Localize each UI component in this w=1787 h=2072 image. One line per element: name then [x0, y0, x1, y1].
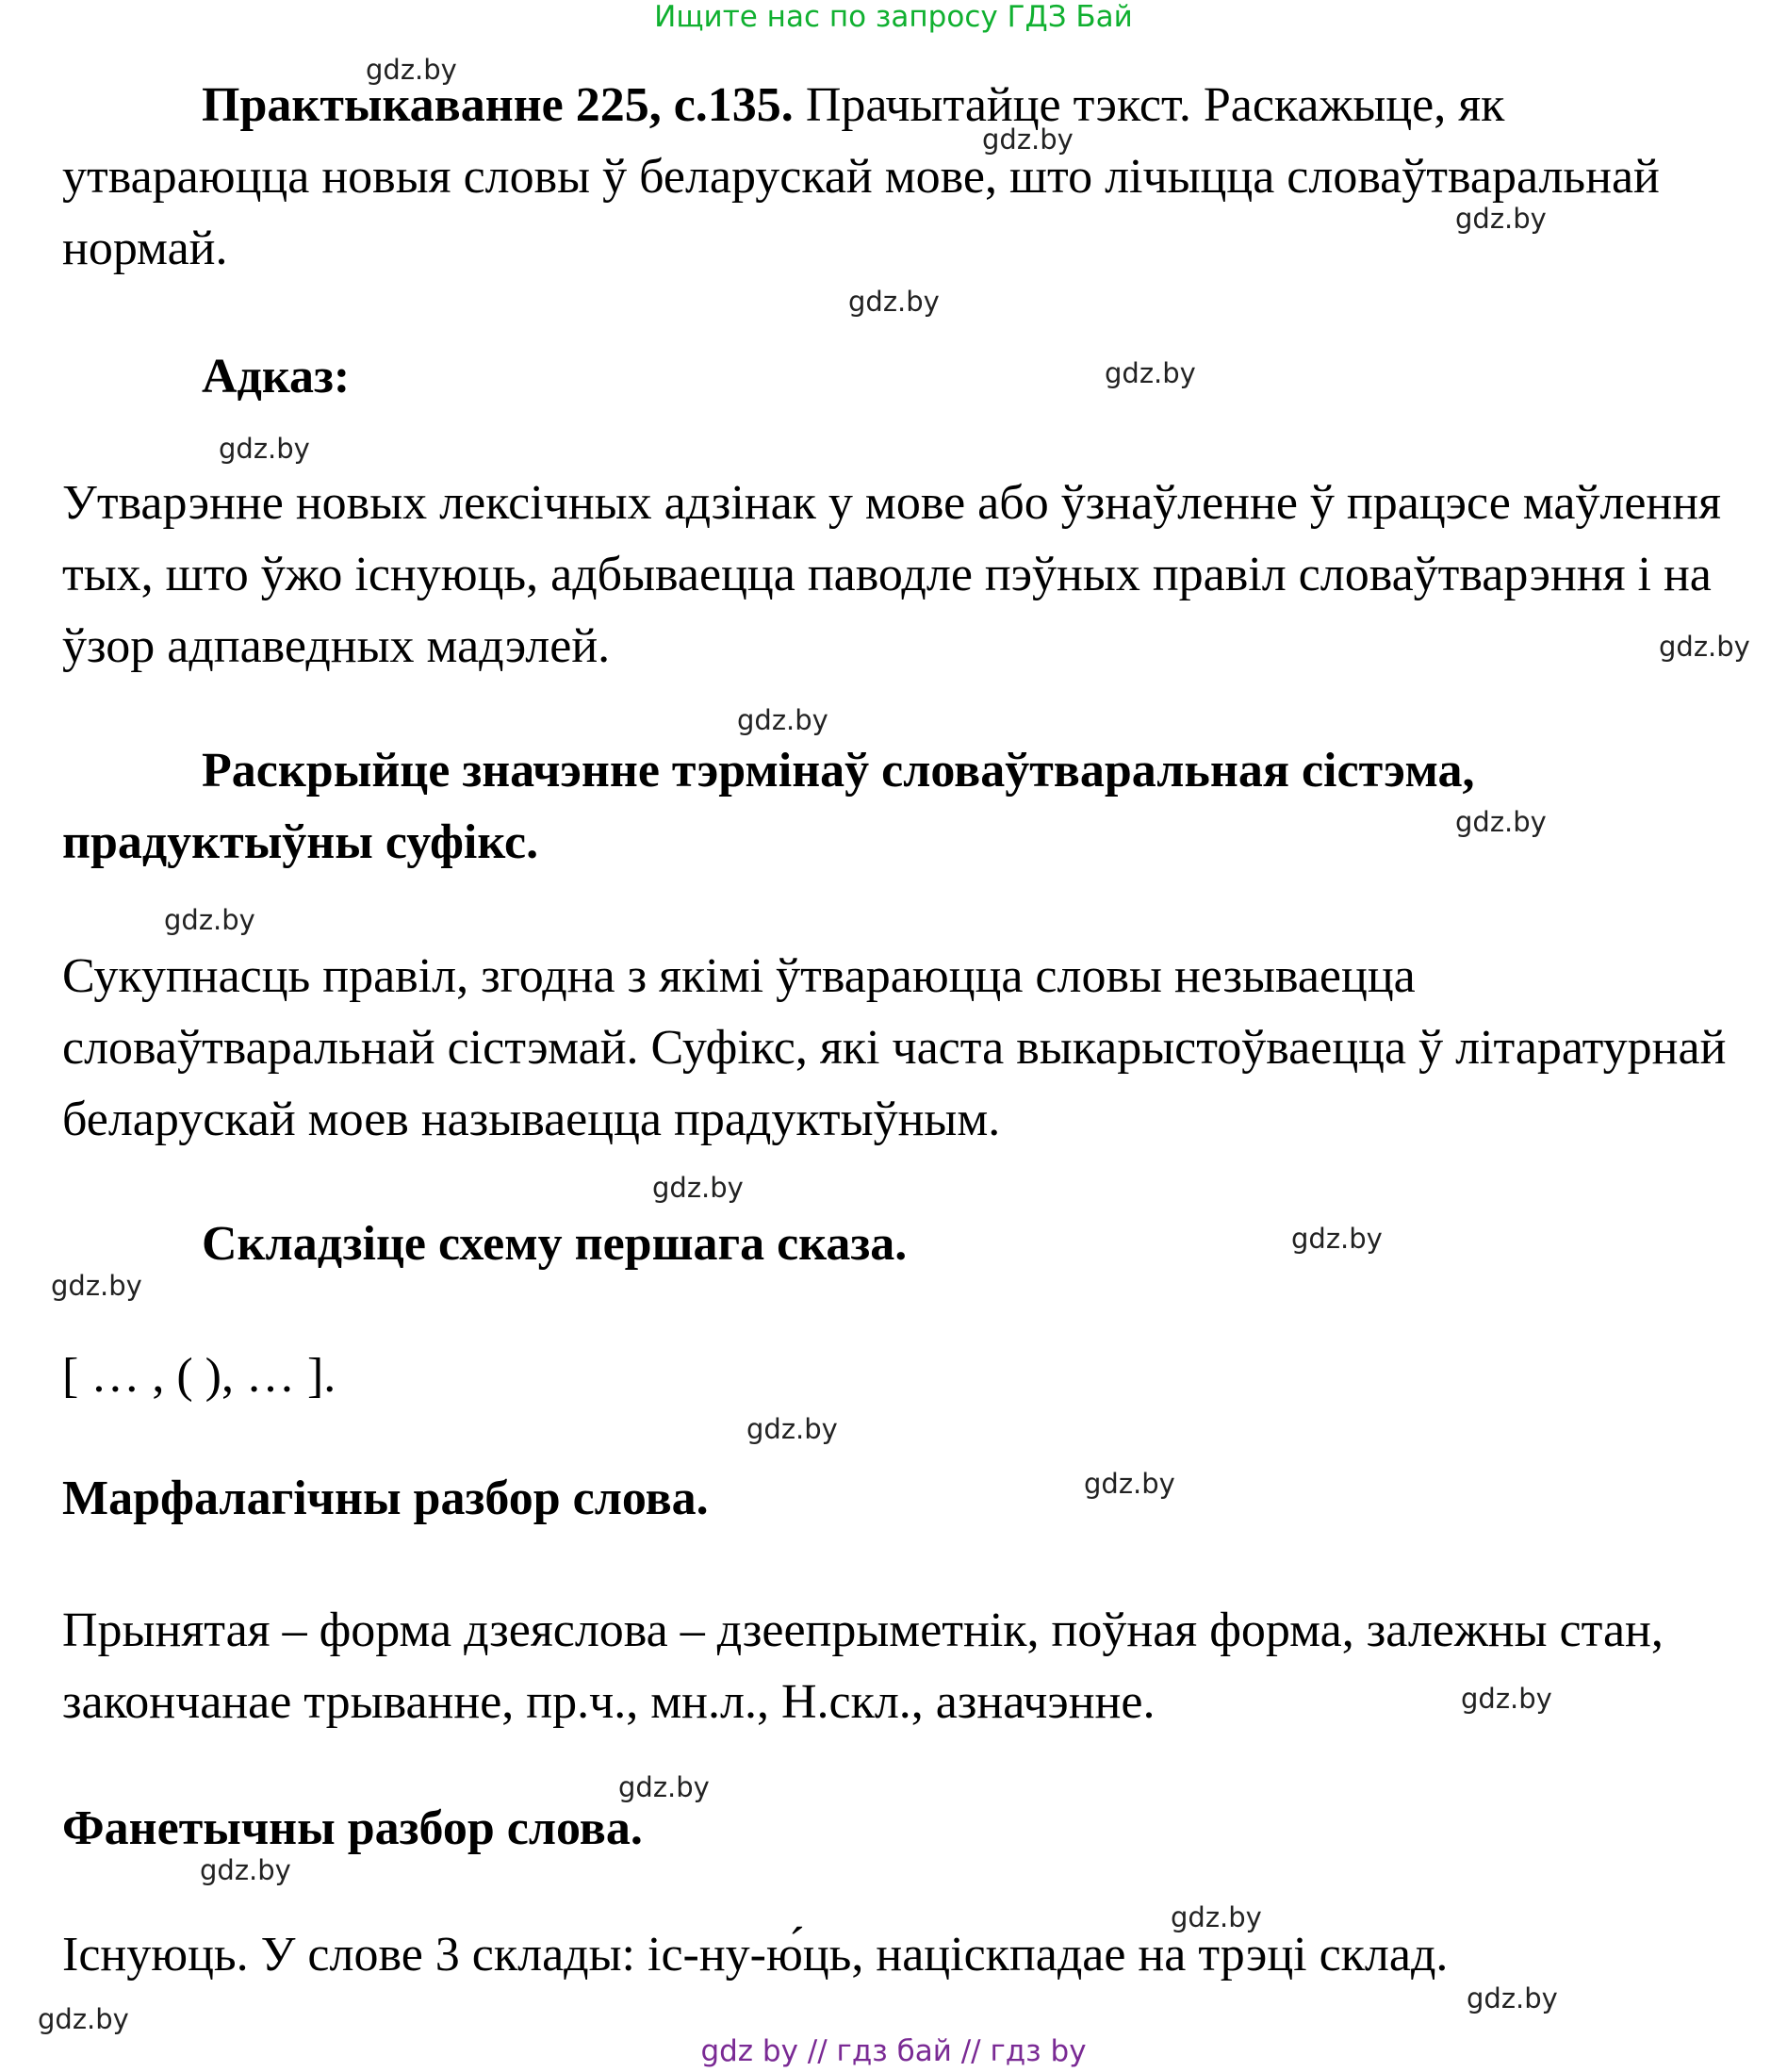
- task-text: Прачытайце тэкст. Раскажыце, як утвараюцца новыя словы ў беларускай мове, што лічыцца словаўтваральнай нормай.: [62, 78, 1660, 275]
- watermark: gdz.by: [746, 1413, 838, 1445]
- morph-text: Прынятая – форма дзеяслова – дзеепрыметнік, поўная форма, залежны стан, закончанае трыванне, пр.ч., мн.л., Н.скл., азначэнне.: [62, 1603, 1664, 1729]
- top-banner: Ищите нас по запросу ГДЗ Бай: [654, 0, 1133, 34]
- watermark: gdz.by: [848, 286, 940, 318]
- watermark: gdz.by: [38, 2003, 129, 2035]
- terms-heading: Раскрыйце значэнне тэрмінаў словаўтваральная сістэма, прадуктыўны суфікс.: [62, 744, 1475, 869]
- morph-heading: Марфалагічны разбор слова.: [62, 1472, 709, 1525]
- watermark: gdz.by: [1467, 1982, 1558, 2014]
- watermark: gdz.by: [164, 904, 255, 936]
- watermark: gdz.by: [1455, 203, 1547, 235]
- watermark: gdz.by: [1659, 631, 1750, 663]
- watermark: gdz.by: [1105, 357, 1196, 389]
- terms-text: Сукупнасць правіл, згодна з якімі ўтвараюцца словы незываецца словаўтваральнай сістэмай. Суфікс, які часта выкарыстоўваецца ў літаратурнай беларускай моев называецца прадуктыўным.: [62, 949, 1727, 1146]
- scheme-heading: Складзіце схему першага сказа.: [202, 1217, 908, 1271]
- watermark: gdz.by: [200, 1854, 291, 1886]
- task-title: Практыкаванне 225, с.135.: [202, 78, 794, 132]
- watermark: gdz.by: [1171, 1901, 1262, 1933]
- phon-text: Існуюць. У слове 3 склады: іс-ну-ю́ць, націскпадае на трэці склад.: [62, 1928, 1449, 1982]
- watermark: gdz.by: [219, 433, 310, 465]
- watermark: gdz.by: [51, 1270, 142, 1302]
- answer-text: Утварэнне новых лексічных адзінак у мове або ўзнаўленне ў працэсе маўлення тых, што ўжо існуюць, адбываецца паводле пэўных правіл словаўтварэння і на ўзор адпаведных мадэлей.: [62, 476, 1722, 673]
- sentence-scheme: [ … , ( ), … ].: [62, 1349, 336, 1403]
- phon-heading: Фанетычны разбор слова.: [62, 1801, 643, 1855]
- answer-heading: Адказ:: [202, 350, 351, 403]
- watermark: gdz.by: [982, 123, 1074, 156]
- watermark: gdz.by: [1291, 1223, 1383, 1255]
- watermark: gdz.by: [1461, 1683, 1552, 1715]
- watermark: gdz.by: [1084, 1468, 1175, 1500]
- bottom-banner: gdz by // гдз бай // гдз by: [700, 2034, 1087, 2068]
- watermark: gdz.by: [1455, 806, 1547, 838]
- watermark: gdz.by: [737, 704, 828, 736]
- watermark: gdz.by: [366, 54, 457, 86]
- watermark: gdz.by: [618, 1771, 710, 1803]
- watermark: gdz.by: [652, 1172, 744, 1204]
- task-paragraph: [62, 70, 1740, 285]
